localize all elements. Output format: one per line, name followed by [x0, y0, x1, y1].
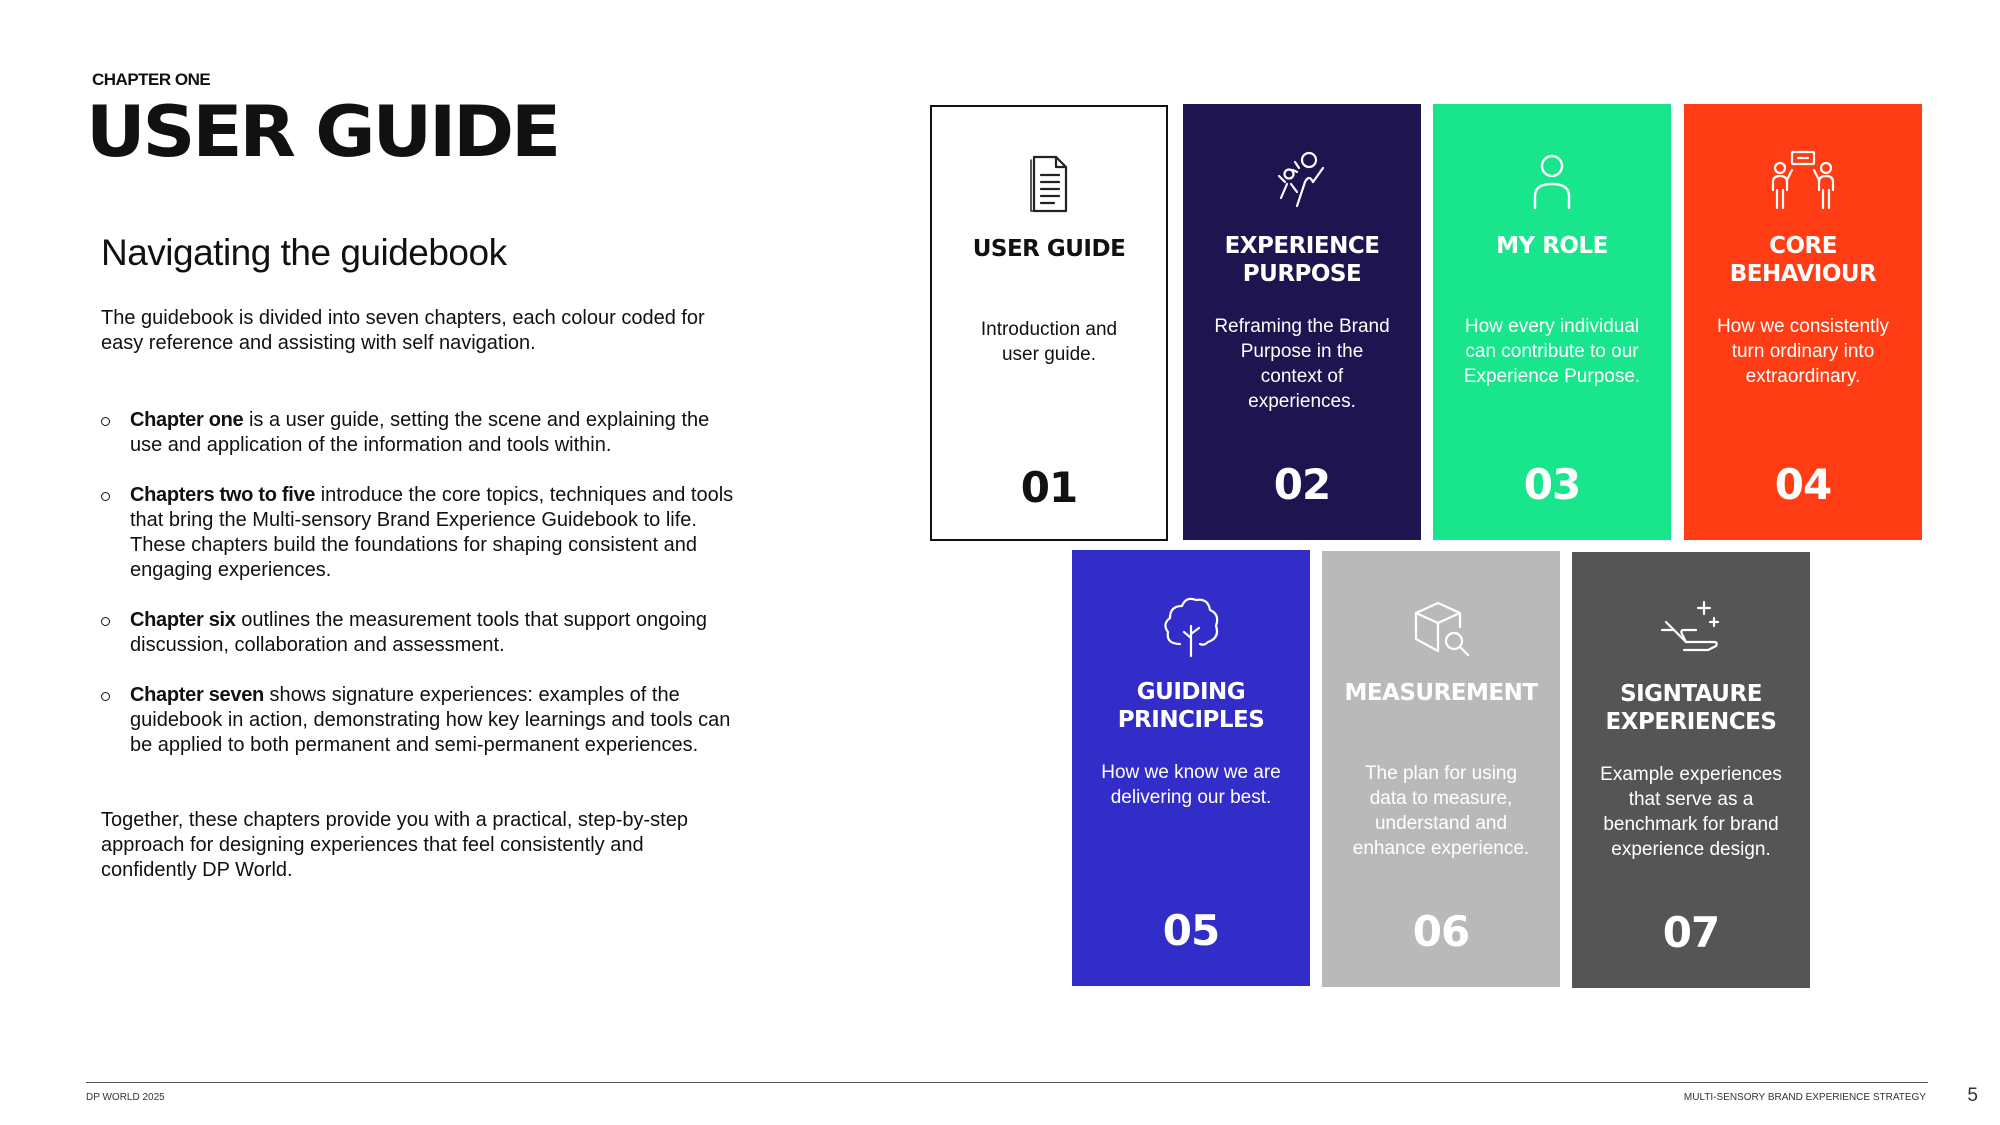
document-icon [932, 149, 1166, 219]
list-item-lead: Chapter seven [130, 684, 264, 706]
card-title: SIGNTAURE EXPERIENCES [1605, 681, 1777, 735]
card-description: The plan for using data to measure, understand and enhance experience. [1352, 763, 1530, 859]
page-title: USER GUIDE [86, 91, 559, 173]
card-number: 07 [1662, 908, 1720, 957]
card-description: Example experiences that serve as a benchmark for brand experience design. [1600, 764, 1782, 860]
celebrating-people-icon [1183, 146, 1421, 216]
card-number: 02 [1273, 460, 1331, 509]
hand-sparkle-icon [1572, 594, 1810, 664]
list-item-text: shows signature experiences: examples of the guidebook in action, demonstrating how key learnings and tools can be applied to both permanent and semi-permanent experiences. [130, 684, 731, 756]
card-number: 06 [1412, 907, 1470, 956]
card-number: 05 [1162, 906, 1220, 955]
bullet-icon [101, 617, 110, 626]
card-title: USER GUIDE [972, 236, 1126, 262]
card-number: 04 [1774, 460, 1832, 509]
page-number: 5 [1967, 1085, 1978, 1106]
chapter-list [101, 408, 741, 783]
card-description: Reframing the Brand Purpose in the context of experiences. [1214, 316, 1390, 412]
list-item-text: is a user guide, setting the scene and explaining the use and application of the information and tools within. [130, 409, 710, 456]
list-item [101, 683, 741, 758]
chapter-card-guiding-principles[interactable] [1072, 550, 1310, 986]
card-title: CORE BEHAVIOUR [1729, 233, 1877, 287]
tree-icon [1072, 592, 1310, 662]
bullet-icon [101, 692, 110, 701]
card-title: GUIDING PRINCIPLES [1117, 679, 1265, 733]
section-heading: Navigating the guidebook [101, 232, 507, 273]
footer-left-label: DP WORLD 2025 [86, 1092, 165, 1103]
list-item [101, 408, 741, 458]
chapter-card-core-behaviour[interactable] [1684, 104, 1922, 540]
box-magnifier-icon [1322, 593, 1560, 663]
card-number: 01 [1020, 463, 1078, 512]
presenters-icon [1684, 146, 1922, 216]
chapter-card-my-role[interactable] [1433, 104, 1671, 540]
card-description: How every individual can contribute to our Experience Purpose. [1463, 316, 1641, 387]
bullet-icon [101, 417, 110, 426]
list-item [101, 608, 741, 658]
chapter-card-measurement[interactable] [1322, 551, 1560, 987]
list-item-lead: Chapters two to five [130, 484, 316, 506]
card-title: MEASUREMENT [1344, 680, 1538, 706]
chapter-card-experience-purpose[interactable] [1183, 104, 1421, 540]
card-title: EXPERIENCE PURPOSE [1224, 233, 1380, 287]
list-item-text: introduce the core topics, techniques and tools that bring the Multi-sensory Brand Experience Guidebook to life. These chapters build the foundations for shaping consistent and engaging experiences. [130, 484, 734, 581]
card-number: 03 [1523, 460, 1581, 509]
card-description: How we know we are delivering our best. [1101, 762, 1281, 808]
person-icon [1433, 146, 1671, 216]
footer-divider [86, 1082, 1928, 1083]
chapter-card-signature-experiences[interactable] [1572, 552, 1810, 988]
list-item-lead: Chapter six [130, 609, 236, 631]
list-item-lead: Chapter one [130, 409, 244, 431]
bullet-icon [101, 492, 110, 501]
card-description: Introduction and user guide. [980, 319, 1118, 365]
chapter-kicker: CHAPTER ONE [92, 70, 211, 89]
intro-paragraph: The guidebook is divided into seven chapters, each colour coded for easy reference and assisting with self navigation. [101, 307, 705, 354]
card-title: MY ROLE [1496, 233, 1608, 259]
list-item [101, 483, 741, 583]
outro-paragraph: Together, these chapters provide you with a practical, step-by-step approach for designing experiences that feel consistently and confidently DP World. [101, 809, 688, 881]
chapter-card-user-guide[interactable] [930, 105, 1168, 541]
footer-right-label: MULTI-SENSORY BRAND EXPERIENCE STRATEGY [1683, 1092, 1926, 1103]
card-description: How we consistently turn ordinary into extraordinary. [1716, 316, 1890, 387]
list-item-text: outlines the measurement tools that support ongoing discussion, collaboration and assessment. [130, 609, 708, 656]
